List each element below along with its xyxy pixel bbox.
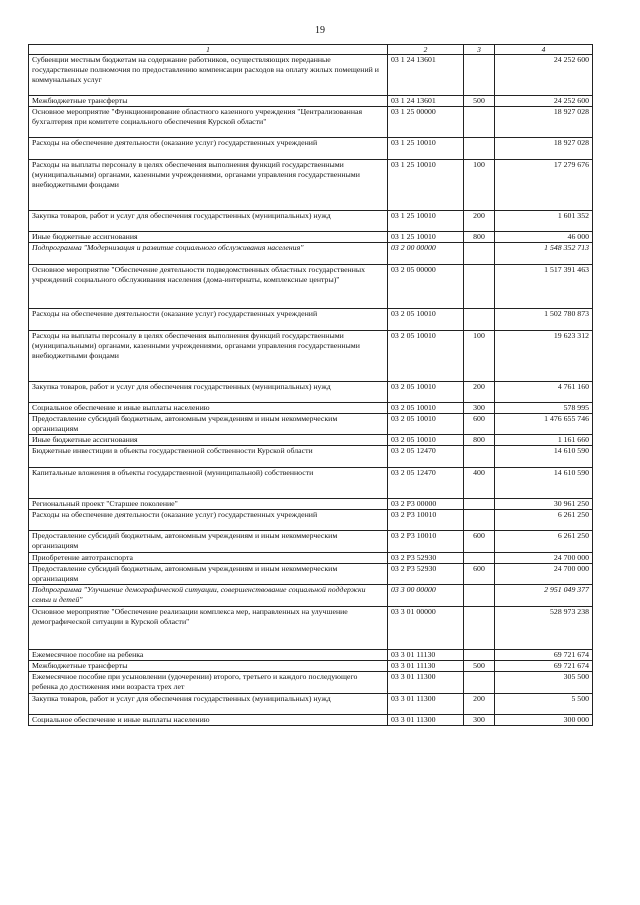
row-sum-cell: 46 000: [495, 232, 593, 243]
row-name-cell: Предоставление субсидий бюджетным, автономным учреждениям и иным некоммерческим организациям: [29, 414, 388, 435]
row-code-cell: 03 2 P3 00000: [388, 499, 464, 510]
table-row: [29, 661, 593, 672]
row-vr-cell: 500: [464, 96, 495, 107]
row-vr-cell: 400: [464, 468, 495, 499]
row-sum-cell: 1 601 352: [495, 211, 593, 232]
row-name-cell: Предоставление субсидий бюджетным, автономным учреждениям и иным некоммерческим организациям: [29, 564, 388, 585]
row-name-cell: Расходы на обеспечение деятельности (оказание услуг) государственных учреждений: [29, 510, 388, 531]
row-sum-cell: 24 700 000: [495, 564, 593, 585]
row-vr-cell: 100: [464, 331, 495, 382]
row-code-cell: 03 3 01 11300: [388, 694, 464, 715]
row-name-cell: Межбюджетные трансферты: [29, 96, 388, 107]
row-sum-cell: 2 951 049 377: [495, 585, 593, 607]
row-name-cell: Основное мероприятие "Функционирование областного казенного учреждения "Централизованная бухгалтерия при комитете социального обеспечения Курской области": [29, 107, 388, 138]
table-row: [29, 55, 593, 96]
row-vr-cell: 300: [464, 715, 495, 726]
row-name-cell: Подпрограмма "Модернизация и развитие социального обслуживания населения": [29, 243, 388, 265]
row-name-cell: Ежемесячное пособие при усыновлении (удочерении) второго, третьего и каждого последующего ребенка до достижения ими возраста трех лет: [29, 672, 388, 694]
row-sum-cell: 19 623 312: [495, 331, 593, 382]
row-vr-cell: [464, 585, 495, 607]
table-row: [29, 435, 593, 446]
row-name-cell: Субвенции местным бюджетам на содержание работников, осуществляющих переданные государственные полномочия по предоставлению компенсации расходов на оплату жилых помещений и коммунальных услуг: [29, 55, 388, 96]
row-code-cell: 03 2 00 00000: [388, 243, 464, 265]
header-col-4: 4: [495, 45, 593, 55]
row-vr-cell: 800: [464, 435, 495, 446]
row-sum-cell: 6 261 250: [495, 510, 593, 531]
row-code-cell: 03 2 05 10010: [388, 309, 464, 331]
row-name-cell: Приобретение автотранспорта: [29, 553, 388, 564]
row-code-cell: 03 1 25 10010: [388, 232, 464, 243]
row-name-cell: Межбюджетные трансферты: [29, 661, 388, 672]
table-row: [29, 211, 593, 232]
table-row: [29, 403, 593, 414]
table-row: [29, 138, 593, 160]
row-sum-cell: 1 161 660: [495, 435, 593, 446]
row-code-cell: 03 2 05 10010: [388, 331, 464, 382]
row-sum-cell: 24 700 000: [495, 553, 593, 564]
row-vr-cell: [464, 243, 495, 265]
row-sum-cell: 14 610 590: [495, 446, 593, 468]
row-vr-cell: 200: [464, 694, 495, 715]
row-sum-cell: 1 476 655 746: [495, 414, 593, 435]
row-sum-cell: 24 252 600: [495, 96, 593, 107]
row-code-cell: 03 2 P3 10010: [388, 510, 464, 531]
table-row: [29, 96, 593, 107]
table-row: [29, 309, 593, 331]
row-code-cell: 03 3 01 11300: [388, 715, 464, 726]
row-sum-cell: 1 502 780 873: [495, 309, 593, 331]
table-row: [29, 468, 593, 499]
row-sum-cell: 18 927 028: [495, 107, 593, 138]
row-code-cell: 03 1 25 10010: [388, 138, 464, 160]
row-name-cell: Предоставление субсидий бюджетным, автономным учреждениям и иным некоммерческим организациям: [29, 531, 388, 553]
row-vr-cell: 500: [464, 661, 495, 672]
row-name-cell: Иные бюджетные ассигнования: [29, 232, 388, 243]
page-number: 19: [315, 25, 325, 36]
row-sum-cell: 24 252 600: [495, 55, 593, 96]
row-sum-cell: 528 973 238: [495, 607, 593, 650]
row-vr-cell: [464, 55, 495, 96]
row-code-cell: 03 3 01 11300: [388, 672, 464, 694]
row-sum-cell: 1 517 391 463: [495, 265, 593, 309]
header-col-2: 2: [388, 45, 464, 55]
row-name-cell: Закупка товаров, работ и услуг для обеспечения государственных (муниципальных) нужд: [29, 694, 388, 715]
table-row: [29, 672, 593, 694]
row-vr-cell: 600: [464, 531, 495, 553]
row-name-cell: Бюджетные инвестиции в объекты государственной собственности Курской области: [29, 446, 388, 468]
row-vr-cell: [464, 265, 495, 309]
table-row: [29, 414, 593, 435]
table-row: [29, 564, 593, 585]
row-code-cell: 03 2 05 12470: [388, 446, 464, 468]
row-code-cell: 03 2 P3 52930: [388, 553, 464, 564]
table-row: [29, 382, 593, 403]
row-vr-cell: 200: [464, 211, 495, 232]
row-name-cell: Социальное обеспечение и иные выплаты населению: [29, 715, 388, 726]
row-vr-cell: [464, 672, 495, 694]
row-vr-cell: 600: [464, 564, 495, 585]
row-sum-cell: 300 000: [495, 715, 593, 726]
row-name-cell: Закупка товаров, работ и услуг для обеспечения государственных (муниципальных) нужд: [29, 382, 388, 403]
row-vr-cell: [464, 650, 495, 661]
row-vr-cell: 800: [464, 232, 495, 243]
row-vr-cell: [464, 510, 495, 531]
header-col-1: 1: [29, 45, 388, 55]
row-code-cell: 03 1 25 10010: [388, 211, 464, 232]
row-code-cell: 03 2 P3 10010: [388, 531, 464, 553]
row-code-cell: 03 3 01 11130: [388, 661, 464, 672]
row-code-cell: 03 1 24 13601: [388, 55, 464, 96]
table-row: [29, 694, 593, 715]
table-row: [29, 160, 593, 211]
row-name-cell: Основное мероприятие "Обеспечение деятельности подведомственных областных государственных учреждений социального обслуживания населения (дома-интернаты, комплексные центры)": [29, 265, 388, 309]
row-code-cell: 03 1 24 13601: [388, 96, 464, 107]
row-sum-cell: 30 961 250: [495, 499, 593, 510]
row-code-cell: 03 2 05 12470: [388, 468, 464, 499]
row-sum-cell: 305 500: [495, 672, 593, 694]
row-vr-cell: [464, 107, 495, 138]
table-row: [29, 607, 593, 650]
row-vr-cell: [464, 309, 495, 331]
row-name-cell: Расходы на выплаты персоналу в целях обеспечения выполнения функций государственными (муниципальными) органами, казенными учреждениями, органами управления государственными внебюджетными фондами: [29, 160, 388, 211]
row-name-cell: Ежемесячное пособие на ребенка: [29, 650, 388, 661]
row-vr-cell: 200: [464, 382, 495, 403]
row-name-cell: Расходы на выплаты персоналу в целях обеспечения выполнения функций государственными (муниципальными) органами, казенными учреждениями, органами управления государственными внебюджетными фондами: [29, 331, 388, 382]
row-code-cell: 03 3 01 00000: [388, 607, 464, 650]
row-vr-cell: 300: [464, 403, 495, 414]
row-name-cell: Капитальные вложения в объекты государственной (муниципальной) собственности: [29, 468, 388, 499]
row-vr-cell: 600: [464, 414, 495, 435]
table-row: [29, 243, 593, 265]
row-name-cell: Основное мероприятие "Обеспечение реализации комплекса мер, направленных на улучшение демографической ситуации в Курской области": [29, 607, 388, 650]
header-col-3: 3: [464, 45, 495, 55]
table-row: [29, 265, 593, 309]
row-code-cell: 03 2 05 10010: [388, 382, 464, 403]
row-name-cell: Подпрограмма "Улучшение демографической ситуации, совершенствование социальной поддержки семьи и детей": [29, 585, 388, 607]
table-header-row: [29, 45, 593, 55]
row-code-cell: 03 2 05 00000: [388, 265, 464, 309]
row-code-cell: 03 1 25 00000: [388, 107, 464, 138]
row-code-cell: 03 3 01 11130: [388, 650, 464, 661]
row-vr-cell: [464, 446, 495, 468]
row-name-cell: Расходы на обеспечение деятельности (оказание услуг) государственных учреждений: [29, 309, 388, 331]
row-sum-cell: 578 995: [495, 403, 593, 414]
table-row: [29, 650, 593, 661]
row-vr-cell: [464, 553, 495, 564]
table-row: [29, 553, 593, 564]
row-vr-cell: [464, 138, 495, 160]
table-row: [29, 715, 593, 726]
row-name-cell: Расходы на обеспечение деятельности (оказание услуг) государственных учреждений: [29, 138, 388, 160]
table-row: [29, 446, 593, 468]
row-sum-cell: 69 721 674: [495, 661, 593, 672]
row-sum-cell: 6 261 250: [495, 531, 593, 553]
table-row: [29, 499, 593, 510]
table-row: [29, 585, 593, 607]
row-name-cell: Социальное обеспечение и иные выплаты населению: [29, 403, 388, 414]
row-code-cell: 03 2 P3 52930: [388, 564, 464, 585]
table-row: [29, 531, 593, 553]
row-name-cell: Закупка товаров, работ и услуг для обеспечения государственных (муниципальных) нужд: [29, 211, 388, 232]
row-sum-cell: 17 279 676: [495, 160, 593, 211]
row-sum-cell: 69 721 674: [495, 650, 593, 661]
row-code-cell: 03 2 05 10010: [388, 435, 464, 446]
table-row: [29, 232, 593, 243]
budget-table: [28, 44, 593, 726]
row-vr-cell: 100: [464, 160, 495, 211]
row-vr-cell: [464, 499, 495, 510]
row-sum-cell: 18 927 028: [495, 138, 593, 160]
row-code-cell: 03 2 05 10010: [388, 414, 464, 435]
row-sum-cell: 5 500: [495, 694, 593, 715]
table-row: [29, 510, 593, 531]
row-sum-cell: 1 548 352 713: [495, 243, 593, 265]
row-name-cell: Иные бюджетные ассигнования: [29, 435, 388, 446]
row-name-cell: Региональный проект "Старшее поколение": [29, 499, 388, 510]
table-row: [29, 107, 593, 138]
row-code-cell: 03 3 00 00000: [388, 585, 464, 607]
table-row: [29, 331, 593, 382]
row-sum-cell: 4 761 160: [495, 382, 593, 403]
row-sum-cell: 14 610 590: [495, 468, 593, 499]
row-code-cell: 03 2 05 10010: [388, 403, 464, 414]
row-code-cell: 03 1 25 10010: [388, 160, 464, 211]
row-vr-cell: [464, 607, 495, 650]
